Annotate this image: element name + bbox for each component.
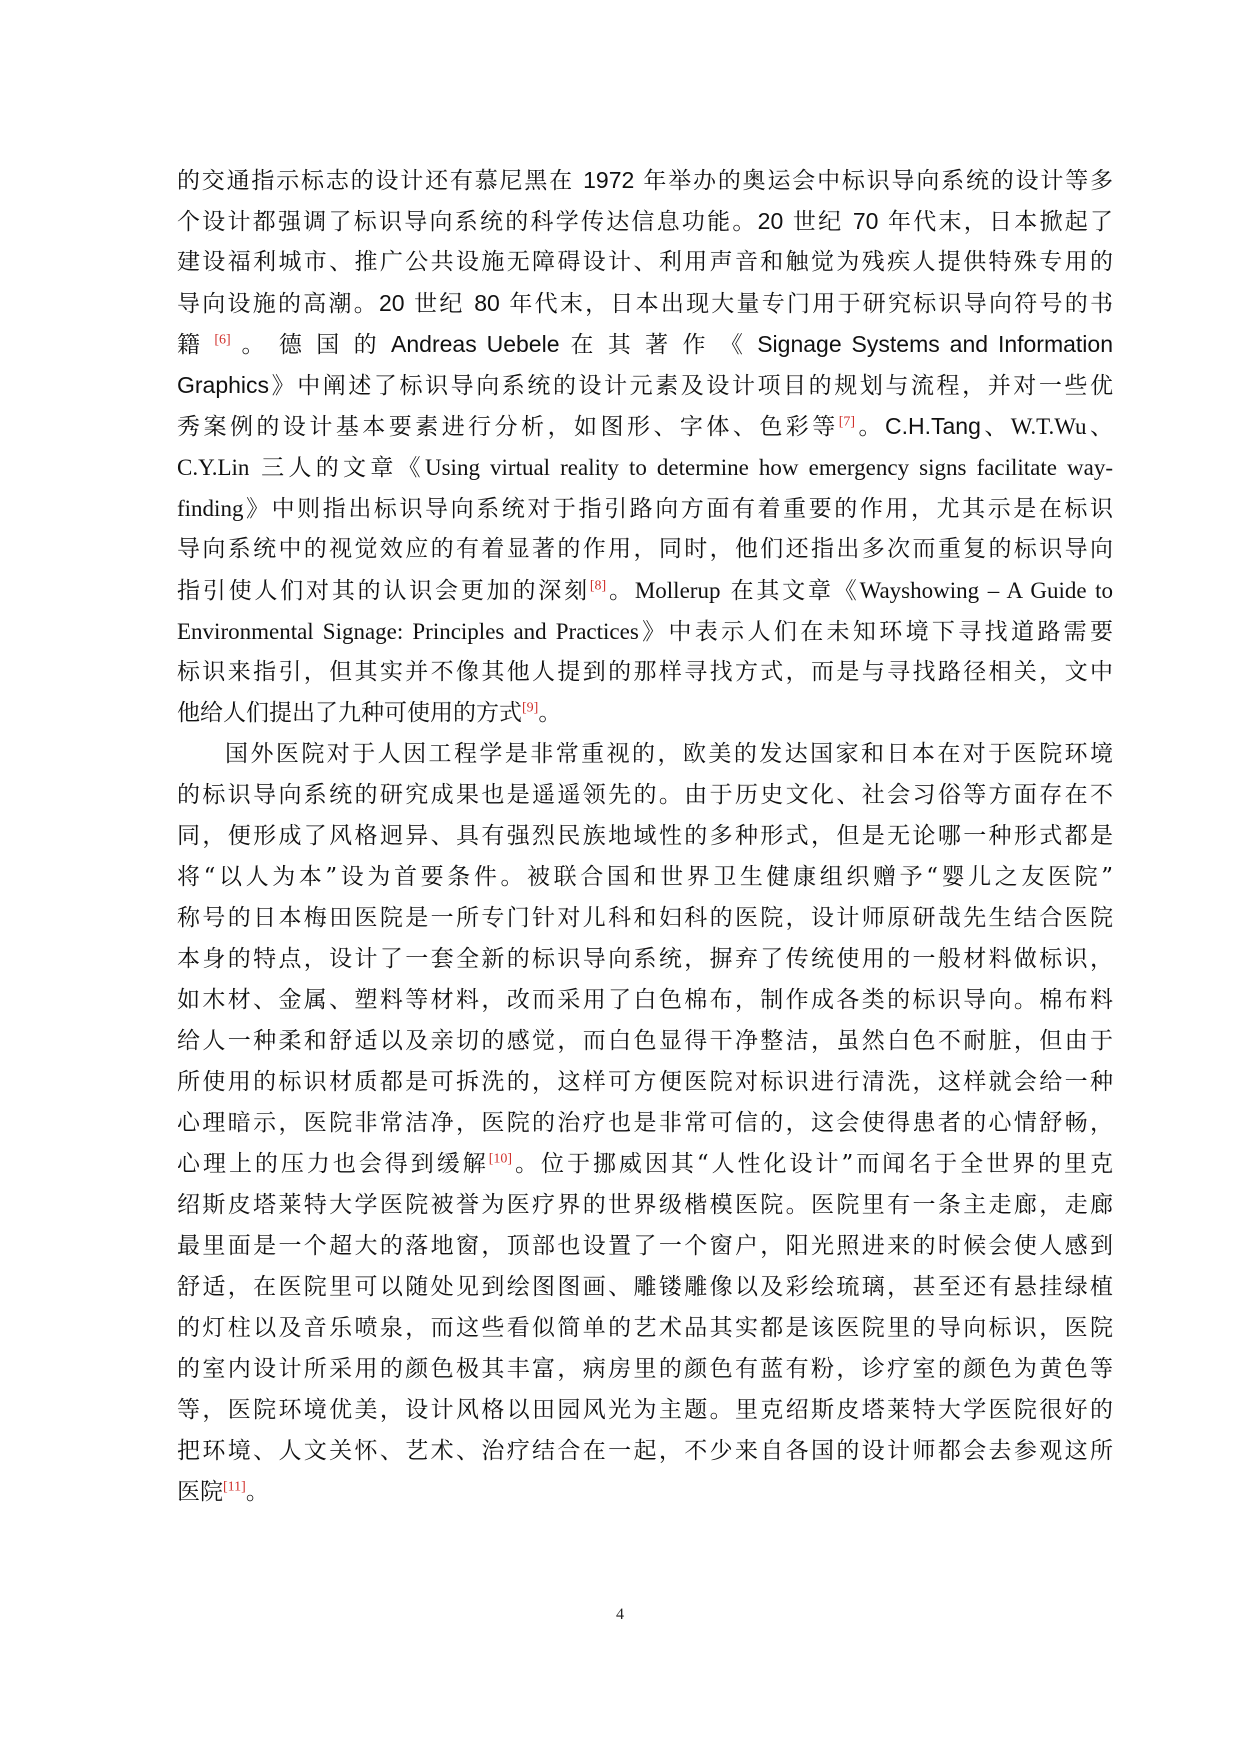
text-line	[177, 898, 1113, 939]
text-segment: 指引使人们对其的认识会更加的深刻	[177, 578, 590, 604]
text-segment: 本身的特点，设计了一套全新的标识导向系统，摒弃了传统使用的一般材料做标识，	[177, 946, 1113, 972]
text-line	[177, 1021, 1113, 1062]
text-segment: Environmental Signage: Principles and Practices	[177, 619, 639, 644]
text-line	[177, 775, 1113, 816]
citation-ref: [9]	[522, 700, 539, 716]
text-segment: 在其文章《	[720, 578, 860, 604]
text-line	[177, 1308, 1113, 1349]
text-segment: 三人的文章《	[249, 455, 425, 481]
text-line	[177, 488, 1113, 529]
citation-ref: [11]	[223, 1479, 246, 1495]
text-line	[177, 1103, 1113, 1144]
body-text	[177, 160, 1113, 1513]
text-segment: Graphics	[177, 372, 270, 398]
text-line	[177, 1390, 1113, 1431]
text-segment: 世纪	[404, 291, 475, 317]
text-line	[177, 242, 1113, 283]
text-segment: 导向设施的高潮。	[177, 291, 379, 317]
text-line	[177, 283, 1113, 324]
citation-ref: [7]	[838, 414, 856, 430]
text-segment: 如木材、金属、塑料等材料，改而采用了白色棉布，制作成各类的标识导向。棉布料	[177, 987, 1113, 1013]
text-line	[177, 1267, 1113, 1308]
text-line	[177, 734, 1113, 775]
text-segment: 导向系统中的视觉效应的有着显著的作用，同时，他们还指出多次而重复的标识导向	[177, 536, 1113, 562]
text-line	[177, 1472, 1113, 1513]
text-line	[177, 529, 1113, 570]
text-line	[177, 652, 1113, 693]
text-segment: 医院	[177, 1479, 223, 1505]
text-segment: C.H.Tang	[884, 413, 981, 439]
text-segment: 心理暗示，医院非常洁净，医院的治疗也是非常可信的，这会使得患者的心情舒畅，	[177, 1110, 1113, 1136]
text-line	[177, 1144, 1113, 1185]
text-segment: 。 德 国 的	[230, 332, 392, 358]
text-segment: 的标识导向系统的研究成果也是遥遥领先的。由于历史文化、社会习俗等方面存在不	[177, 782, 1113, 808]
text-segment: 。	[245, 1479, 269, 1505]
text-segment: 年代末，日本出现大量专门用于研究标识导向符号的书	[499, 291, 1114, 317]
text-segment: 标识来指引，但其实并不像其他人提到的那样寻找方式，而是与寻找路径相关，文中	[177, 659, 1113, 685]
text-segment: 、	[980, 414, 1011, 440]
text-line	[177, 857, 1113, 898]
text-segment: 的交通指示标志的设计还有慕尼黑在	[177, 168, 584, 194]
text-segment: 年代末，日本掀起了	[878, 209, 1113, 235]
text-segment: 》中阐述了标识导向系统的设计元素及设计项目的规划与流程，并对一些优	[269, 373, 1113, 399]
text-segment: 80	[474, 290, 500, 316]
text-segment: 秀案例的设计基本要素进行分析，如图形、字体、色彩等	[177, 414, 839, 440]
text-segment: 70	[852, 208, 879, 234]
text-segment: 最里面是一个超大的落地窗，顶部也设置了一个窗户，阳光照进来的时候会使人感到	[177, 1233, 1113, 1259]
text-segment: 绍斯皮塔莱特大学医院被誉为医疗界的世界级楷模医院。医院里有一条主走廊，走廊	[177, 1192, 1113, 1218]
text-segment: Andreas Uebele	[391, 331, 560, 357]
text-segment: W.T.Wu	[1010, 414, 1087, 439]
text-segment: Signage Systems and Information	[757, 331, 1113, 357]
text-segment: 把环境、人文关怀、艺术、治疗结合在一起，不少来自各国的设计师都会去参观这所	[177, 1438, 1113, 1464]
text-segment: 。位于挪威因其“人性化设计”而闻名于全世界的里克	[512, 1151, 1113, 1177]
text-segment: 将“以人为本”设为首要条件。被联合国和世界卫生健康组织赠予“婴儿之友医院”	[177, 864, 1113, 890]
text-line	[177, 365, 1113, 406]
text-line	[177, 1226, 1113, 1267]
text-segment: 的灯柱以及音乐喷泉，而这些看似简单的艺术品其实都是该医院里的导向标识，医院	[177, 1315, 1113, 1341]
text-segment: 国外医院对于人因工程学是非常重视的，欧美的发达国家和日本在对于医院环境	[225, 741, 1113, 767]
text-segment: Wayshowing – A Guide to	[859, 578, 1114, 603]
text-segment: 称号的日本梅田医院是一所专门针对儿科和妇科的医院，设计师原研哉先生结合医院	[177, 905, 1113, 931]
text-segment: 。	[855, 414, 885, 440]
text-line	[177, 1062, 1113, 1103]
text-line	[177, 1185, 1113, 1226]
text-segment: 》中则指出标识导向系统对于指引路向方面有着重要的作用，尤其示是在标识	[243, 496, 1113, 522]
text-segment: 心理上的压力也会得到缓解	[177, 1151, 489, 1177]
text-segment: 籍	[177, 332, 215, 358]
text-segment: 、	[1086, 414, 1113, 440]
text-segment: 他给人们提出了九种可使用的方式	[177, 700, 522, 726]
text-line	[177, 406, 1113, 447]
text-line	[177, 1349, 1113, 1390]
text-line	[177, 570, 1113, 611]
text-segment: 1972	[583, 167, 635, 193]
text-segment: finding	[177, 496, 244, 521]
text-segment: 。	[538, 700, 562, 726]
citation-ref: [8]	[589, 578, 607, 594]
text-segment: 个设计都强调了标识导向系统的科学传达信息功能。	[177, 209, 758, 235]
text-segment: 世纪	[783, 209, 853, 235]
citation-ref: [6]	[214, 332, 231, 348]
text-segment: Using virtual reality to determine how emergency signs facilitate way-	[425, 455, 1114, 480]
text-segment: 20	[757, 208, 784, 234]
text-segment: 同，便形成了风格迥异、具有强烈民族地域性的多种形式，但是无论哪一种形式都是	[177, 823, 1113, 849]
text-segment: 。	[606, 578, 635, 604]
text-line	[177, 201, 1113, 242]
text-segment: 所使用的标识材质都是可拆洗的，这样可方便医院对标识进行清洗，这样就会给一种	[177, 1069, 1113, 1095]
text-segment: 舒适，在医院里可以随处见到绘图图画、雕镂雕像以及彩绘琉璃，甚至还有悬挂绿植	[177, 1274, 1113, 1300]
text-line	[177, 324, 1113, 365]
text-line	[177, 939, 1113, 980]
text-line	[177, 980, 1113, 1021]
text-segment: C.Y.Lin	[177, 455, 250, 480]
text-segment: 》中表示人们在未知环境下寻找道路需要	[638, 619, 1114, 645]
text-line	[177, 693, 1113, 734]
text-segment: 20	[378, 290, 405, 316]
text-line	[177, 816, 1113, 857]
page-number: 4	[616, 1606, 624, 1623]
text-segment: 建设福利城市、推广公共设施无障碍设计、利用声音和触觉为残疾人提供特殊专用的	[177, 249, 1113, 275]
text-line	[177, 160, 1113, 201]
text-segment: 在 其 著 作 《	[559, 332, 758, 358]
text-segment: 等，医院环境优美，设计风格以田园风光为主题。里克绍斯皮塔莱特大学医院很好的	[177, 1397, 1113, 1423]
text-segment: 给人一种柔和舒适以及亲切的感觉，而白色显得干净整洁，虽然白色不耐脏，但由于	[177, 1028, 1113, 1054]
text-line	[177, 611, 1113, 652]
text-segment: 年举办的奥运会中标识导向系统的设计等多	[634, 168, 1114, 194]
citation-ref: [10]	[488, 1151, 513, 1167]
text-segment: 的室内设计所采用的颜色极其丰富，病房里的颜色有蓝有粉，诊疗室的颜色为黄色等	[177, 1356, 1113, 1382]
text-line	[177, 1431, 1113, 1472]
text-line	[177, 447, 1113, 488]
text-segment: Mollerup	[634, 578, 721, 603]
